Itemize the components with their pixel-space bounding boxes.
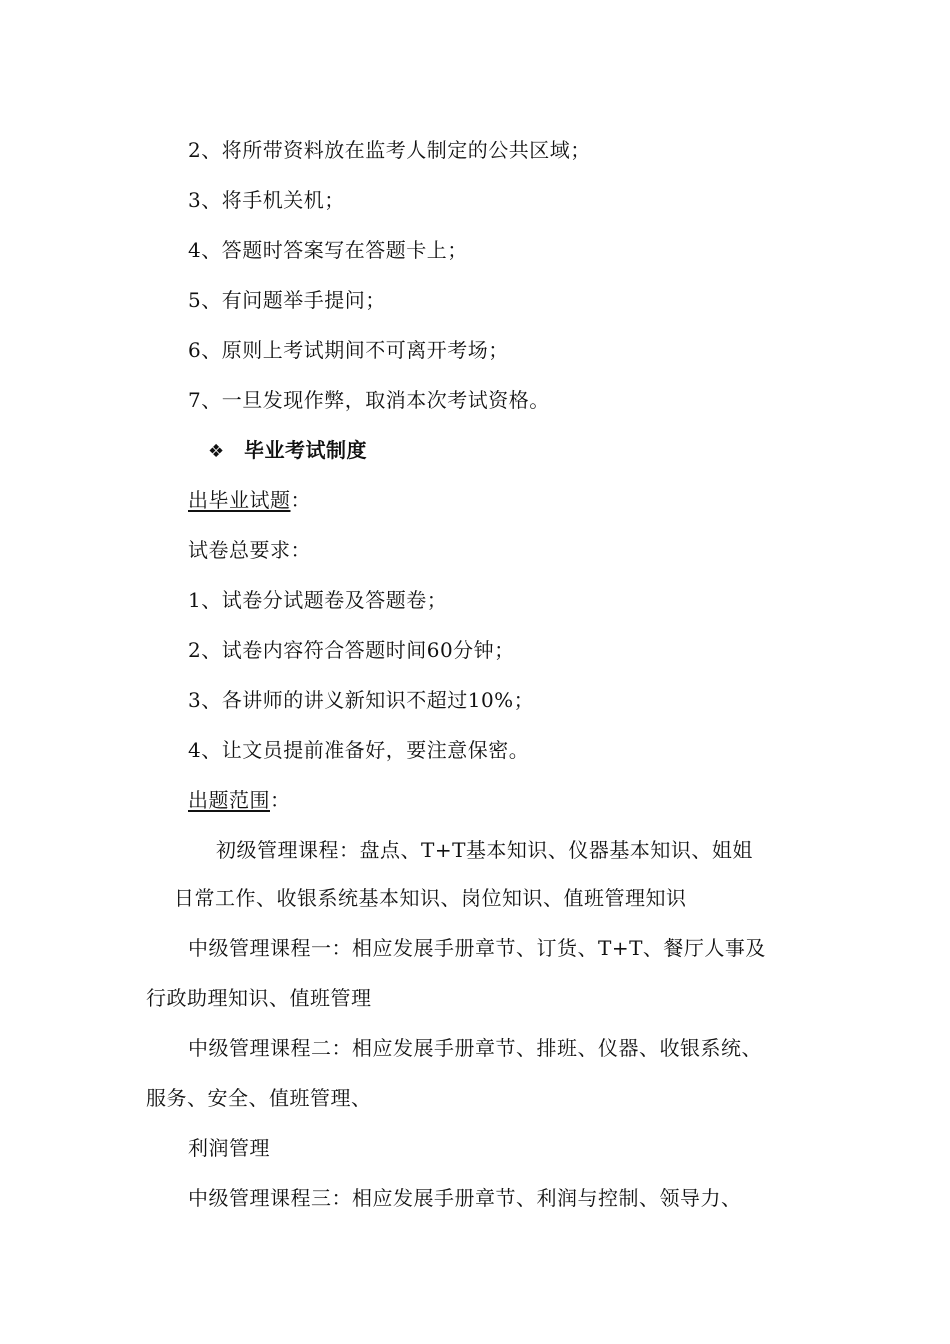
course-line: 中级管理课程三：相应发展手册章节、利润与控制、领导力、 [188, 1186, 742, 1210]
section-title: 毕业考试制度 [244, 438, 367, 462]
requirement-item-2: 2、试卷内容符合答题时间60分钟； [188, 638, 515, 662]
requirement-item-3: 3、各讲师的讲义新知识不超过10%； [188, 688, 535, 712]
course-line: 日常工作、收银系统基本知识、岗位知识、值班管理知识 [174, 886, 687, 910]
course-line: 中级管理课程二：相应发展手册章节、排班、仪器、收银系统、 [188, 1036, 762, 1060]
exam-subtitle [188, 486, 311, 514]
section-heading [208, 436, 367, 466]
diamond-bullet-icon: ❖ [208, 441, 225, 462]
rule-item-4: 4、答题时答案写在答题卡上； [188, 238, 468, 262]
rule-item-3: 3、将手机关机； [188, 188, 345, 212]
exam-subtitle-text: 出毕业试题 [188, 488, 291, 512]
rule-item-7: 7、一旦发现作弊，取消本次考试资格。 [188, 388, 550, 412]
course-line: 初级管理课程：盘点、T+T基本知识、仪器基本知识、姐姐 [216, 838, 753, 862]
course-line: 利润管理 [188, 1136, 270, 1160]
course-line: 中级管理课程一：相应发展手册章节、订货、T+T、餐厅人事及 [188, 936, 766, 960]
requirement-item-1: 1、试卷分试题卷及答题卷； [188, 588, 448, 612]
course-line: 行政助理知识、值班管理 [146, 986, 372, 1010]
rule-item-6: 6、原则上考试期间不可离开考场； [188, 338, 509, 362]
scope-subtitle-text: 出题范围 [188, 788, 270, 812]
requirement-item-4: 4、让文员提前准备好，要注意保密。 [188, 738, 530, 762]
scope-subtitle-colon: ： [270, 788, 291, 812]
course-line: 服务、安全、值班管理、 [146, 1086, 372, 1110]
exam-subtitle-colon: ： [290, 488, 311, 512]
rule-item-5: 5、有问题举手提问； [188, 288, 386, 312]
scope-subtitle [188, 786, 291, 814]
requirements-label: 试卷总要求： [188, 538, 311, 562]
rule-item-2: 2、将所带资料放在监考人制定的公共区域； [188, 138, 591, 162]
